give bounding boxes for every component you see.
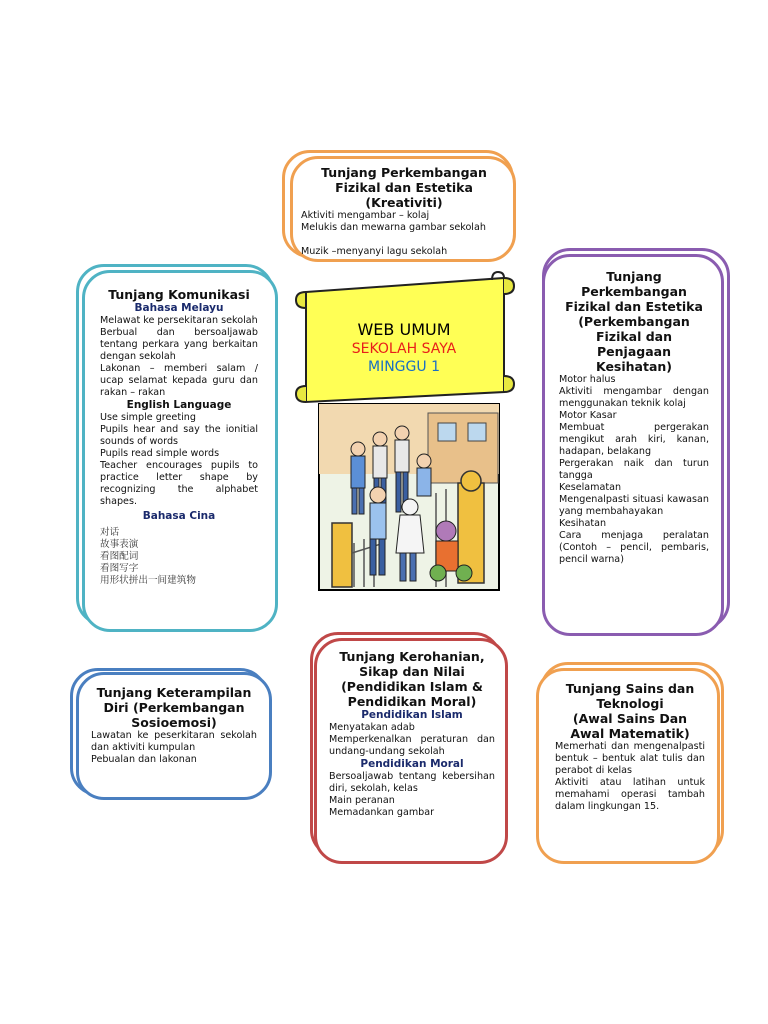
- kerohanian-islam-line-2: Memperkenalkan peraturan dan undang-undang sekolah: [329, 734, 495, 757]
- kesihatan-title-5: Fizikal dan: [595, 329, 673, 344]
- kerohanian-islam-line-1: Menyatakan adab: [329, 722, 415, 733]
- kesihatan-line-9: Cara menjaga peralatan (Contoh – pencil, pembaris, pencil warna): [559, 530, 709, 565]
- scroll-line-2: SEKOLAH SAYA: [351, 341, 457, 357]
- sains-title-4: Awal Matematik): [570, 726, 690, 741]
- kerohanian-title-4: Pendidikan Moral): [347, 694, 477, 709]
- school-children-illustration: [318, 403, 500, 591]
- kesihatan-title-3: Fizikal dan Estetika: [565, 299, 703, 314]
- box-sains: [536, 668, 720, 864]
- kerohanian-title-2: Sikap dan Nilai: [359, 664, 465, 679]
- kreativiti-line-1: Aktiviti mengambar – kolaj: [301, 210, 430, 221]
- kesihatan-title-6: Penjagaan: [597, 344, 671, 359]
- komunikasi-en-line-2: Pupils hear and say the ionitial sounds of words: [100, 424, 258, 447]
- keterampilan-title-2: Diri (Perkembangan: [103, 700, 245, 715]
- komunikasi-cn-line-3: 看图配词: [100, 551, 139, 562]
- kerohanian-moral-line-3: Memadankan gambar: [329, 807, 435, 818]
- komunikasi-title: Tunjang Komunikasi: [108, 287, 250, 302]
- kesihatan-title-4: (Perkembangan: [578, 314, 690, 329]
- kesihatan-title-7: Kesihatan): [595, 359, 673, 374]
- kreativiti-line-3: [301, 234, 507, 246]
- kreativiti-title-2: Fizikal dan Estetika: [335, 180, 473, 195]
- kreativiti-title-1: Tunjang Perkembangan: [321, 165, 487, 180]
- sains-title-2: Teknologi: [596, 696, 664, 711]
- kesihatan-title-1: Tunjang: [606, 269, 662, 284]
- kerohanian-title-3: (Pendidikan Islam &: [341, 679, 483, 694]
- komunikasi-cn-line-4: 看图写字: [100, 563, 139, 574]
- komunikasi-cn-line-5: 用形状拼出一间建筑物: [100, 575, 196, 586]
- kesihatan-title-2: Perkembangan: [581, 284, 687, 299]
- keterampilan-line-1: Lawatan ke peserkitaran sekolah dan aktiviti kumpulan: [91, 730, 257, 753]
- komunikasi-en-line-3: Pupils read simple words: [100, 448, 220, 459]
- kerohanian-moral-line-2: Main peranan: [329, 795, 395, 806]
- kreativiti-title-3: (Kreativiti): [365, 195, 443, 210]
- keterampilan-title-3: Sosioemosi): [131, 715, 217, 730]
- sains-title-1: Tunjang Sains dan: [565, 681, 695, 696]
- box-komunikasi: [82, 270, 278, 632]
- komunikasi-cn-line-2: 故事表演: [100, 539, 139, 550]
- sains-line-2: Aktiviti atau latihan untuk memahami operasi tambah dalam lingkungan 15.: [555, 777, 705, 812]
- kesihatan-line-7: Mengenalpasti situasi kawasan yang membahayakan: [559, 494, 709, 517]
- komunikasi-en-line-4: Teacher encourages pupils to practice letter shape by recognizing the alphabet shapes.: [100, 460, 258, 507]
- kesihatan-line-6: Keselamatan: [559, 482, 622, 493]
- kesihatan-line-8: Kesihatan: [559, 518, 607, 529]
- box-kreativiti-front: [290, 156, 516, 262]
- kesihatan-line-3: Motor Kasar: [559, 410, 617, 421]
- komunikasi-bm-line-3: Lakonan – memberi salam / ucap selamat kepada guru dan rakan – rakan: [100, 363, 258, 398]
- kerohanian-moral-heading: Pendidikan Moral: [360, 758, 464, 770]
- kesihatan-line-5: Pergerakan naik dan turun tangga: [559, 458, 709, 481]
- scroll-text: [306, 320, 502, 376]
- kerohanian-moral-line-1: Bersoaljawab tentang kebersihan diri, sekolah, kelas: [329, 771, 495, 794]
- komunikasi-bm-line-1: Melawat ke persekitaran sekolah: [100, 315, 258, 326]
- box-keterampilan: [76, 672, 272, 800]
- kreativiti-line-2: Melukis dan mewarna gambar sekolah: [301, 222, 486, 233]
- kesihatan-line-2: Aktiviti mengambar dengan menggunakan teknik kolaj: [559, 386, 709, 409]
- sains-title-3: (Awal Sains Dan: [572, 711, 688, 726]
- scroll-line-3: MINGGU 1: [368, 359, 440, 375]
- keterampilan-title-1: Tunjang Keterampilan: [96, 685, 252, 700]
- sains-line-1: Memerhati dan mengenalpasti bentuk – bentuk alat tulis dan perabot di kelas: [555, 741, 705, 776]
- kerohanian-title-1: Tunjang Kerohanian,: [339, 649, 485, 664]
- komunikasi-en-heading: English Language: [126, 399, 232, 411]
- box-kerohanian: [314, 638, 508, 864]
- kesihatan-line-1: Motor halus: [559, 374, 616, 385]
- box-kesihatan: [542, 254, 724, 636]
- komunikasi-bm-line-2: Berbual dan bersoaljawab tentang perkara yang berkaitan dengan sekolah: [100, 327, 258, 362]
- kesihatan-line-4: Membuat pergerakan mengikut arah kiri, kanan, hadapan, belakang: [559, 422, 709, 457]
- komunikasi-bm-heading: Bahasa Melayu: [134, 302, 224, 314]
- scroll-line-1: WEB UMUM: [357, 320, 451, 339]
- kreativiti-line-4: Muzik –menyanyi lagu sekolah: [301, 246, 448, 257]
- kerohanian-islam-heading: Pendidikan Islam: [361, 709, 463, 721]
- keterampilan-line-2: Pebualan dan lakonan: [91, 754, 197, 765]
- komunikasi-en-line-1: Use simple greeting: [100, 412, 196, 423]
- komunikasi-cn-line-1: 对话: [100, 527, 120, 538]
- komunikasi-cn-heading: Bahasa Cina: [142, 510, 216, 522]
